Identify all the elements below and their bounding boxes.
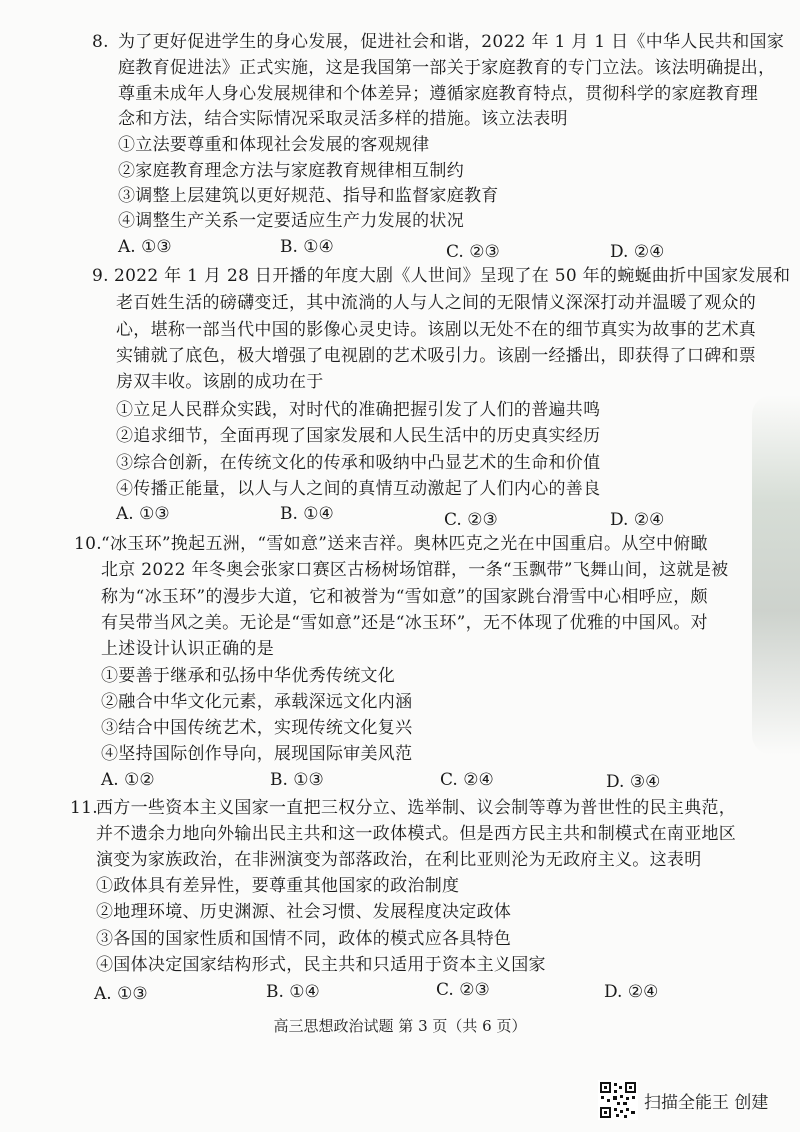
- question-stem-line: 并不遗余力地向外输出民主共和这一政体模式。但是西方民主共和制模式在南亚地区: [96, 824, 737, 844]
- question-stem-line: 为了更好促进学生的身心发展，促进社会和谐，2022 年 1 月 1 日《中华人民共和国家: [118, 32, 785, 52]
- question-stem-line: 北京 2022 年冬奥会张家口赛区古杨树场馆群，一条“玉飘带”飞舞山间，这就是被: [101, 560, 729, 580]
- question-stem-line: 2022 年 1 月 28 日开播的年度大剧《人世间》呈现了在 50 年的蜿蜒曲折中国家发展和: [114, 266, 791, 286]
- statement-item: ①立法要尊重和体现社会发展的客观规律: [118, 135, 430, 155]
- question-stem-line: 演变为家族政治，在非洲演变为部落政治，在利比亚则沦为无政府主义。这表明: [96, 850, 702, 870]
- statement-item: ④国体决定国家结构形式，民主共和只适用于资本主义国家: [96, 955, 546, 975]
- statement-item: ②地理环境、历史渊源、社会习惯、发展程度决定政体: [96, 902, 512, 922]
- question-stem-line: 老百姓生活的磅礴变迁，其中流淌的人与人之间的无限情义深深打动并温暖了观众的: [116, 293, 757, 313]
- question-stem-line: 有吴带当风之美。无论是“雪如意”还是“冰玉环”，无不体现了优雅的中国风。对: [101, 613, 708, 633]
- option-d: D. ②④: [604, 982, 659, 1002]
- option-b: B. ①③: [270, 770, 324, 790]
- question-stem-line: 庭教育促进法》正式实施，这是我国第一部关于家庭教育的专门立法。该法明确提出，: [118, 58, 776, 78]
- qr-code-icon: [598, 1080, 638, 1120]
- option-d: D. ②④: [610, 510, 665, 530]
- question-stem-line: 心，堪称一部当代中国的影像心灵史诗。该剧以无处不在的细节真实为故事的艺术真: [116, 320, 757, 340]
- option-c: C. ②③: [446, 242, 500, 262]
- question-stem-line: 尊重未成年人身心发展规律和个体差异；遵循家庭教育特点，贯彻科学的家庭教育理: [118, 84, 759, 104]
- statement-item: ①政体具有差异性，要尊重其他国家的政治制度: [96, 876, 460, 896]
- scan-smudge: [752, 395, 800, 755]
- option-b: B. ①④: [280, 504, 334, 524]
- option-a: A. ①②: [101, 770, 155, 790]
- statement-item: ③各国的国家性质和国情不同，政体的模式应各具特色: [96, 929, 512, 949]
- statement-item: ④调整生产关系一定要适应生产力发展的状况: [118, 211, 464, 231]
- statement-item: ③综合创新，在传统文化的传承和吸纳中凸显艺术的生命和价值: [116, 453, 601, 473]
- question-stem-line: “冰玉环”挽起五洲，“雪如意”送来吉祥。奥林匹克之光在中国重启。从空中俯瞰: [101, 534, 708, 554]
- page-footer: 高三思想政治试题 第 3 页（共 6 页）: [273, 1017, 527, 1035]
- option-c: C. ②④: [440, 770, 494, 790]
- question-stem-line: 房双丰收。该剧的成功在于: [116, 372, 324, 392]
- question-stem-line: 念和方法，结合实际情况采取灵活多样的措施。该立法表明: [118, 109, 568, 129]
- option-a: A. ①③: [118, 237, 172, 257]
- option-c: C. ②③: [444, 510, 498, 530]
- option-d: D. ②④: [610, 242, 665, 262]
- question-stem-line: 实铺就了底色，极大增强了电视剧的艺术吸引力。该剧一经播出，即获得了口碑和票: [116, 346, 757, 366]
- option-a: A. ①③: [116, 504, 170, 524]
- question-number: 11.: [70, 798, 98, 818]
- question-number: 8.: [92, 32, 109, 52]
- scanner-watermark: 扫描全能王 创建: [644, 1093, 769, 1113]
- question-number: 10.: [74, 534, 102, 554]
- statement-item: ②融合中华文化元素，承载深远文化内涵: [101, 692, 413, 712]
- option-b: B. ①④: [266, 982, 320, 1002]
- statement-item: ①立足人民群众实践，对时代的准确把握引发了人们的普遍共鸣: [116, 400, 601, 420]
- statement-item: ②家庭教育理念方法与家庭教育规律相互制约: [118, 161, 464, 181]
- question-stem-line: 西方一些资本主义国家一直把三权分立、选举制、议会制等尊为普世性的民主典范，: [96, 798, 737, 818]
- statement-item: ③结合中国传统艺术，实现传统文化复兴: [101, 718, 413, 738]
- option-b: B. ①④: [280, 237, 334, 257]
- statement-item: ③调整上层建筑以更好规范、指导和监督家庭教育: [118, 186, 499, 206]
- statement-item: ④坚持国际创作导向，展现国际审美风范: [101, 744, 413, 764]
- question-stem-line: 称为“冰玉环”的漫步大道，它和被誉为“雪如意”的国家跳台滑雪中心相呼应，颇: [101, 587, 708, 607]
- statement-item: ②追求细节，全面再现了国家发展和人民生活中的历史真实经历: [116, 426, 601, 446]
- question-stem-line: 上述设计认识正确的是: [101, 639, 274, 659]
- option-c: C. ②③: [436, 980, 490, 1000]
- statement-item: ④传播正能量，以人与人之间的真情互动激起了人们内心的善良: [116, 479, 601, 499]
- option-d: D. ③④: [606, 772, 661, 792]
- option-a: A. ①③: [94, 984, 148, 1004]
- statement-item: ①要善于继承和弘扬中华优秀传统文化: [101, 666, 396, 686]
- question-number: 9.: [92, 266, 109, 286]
